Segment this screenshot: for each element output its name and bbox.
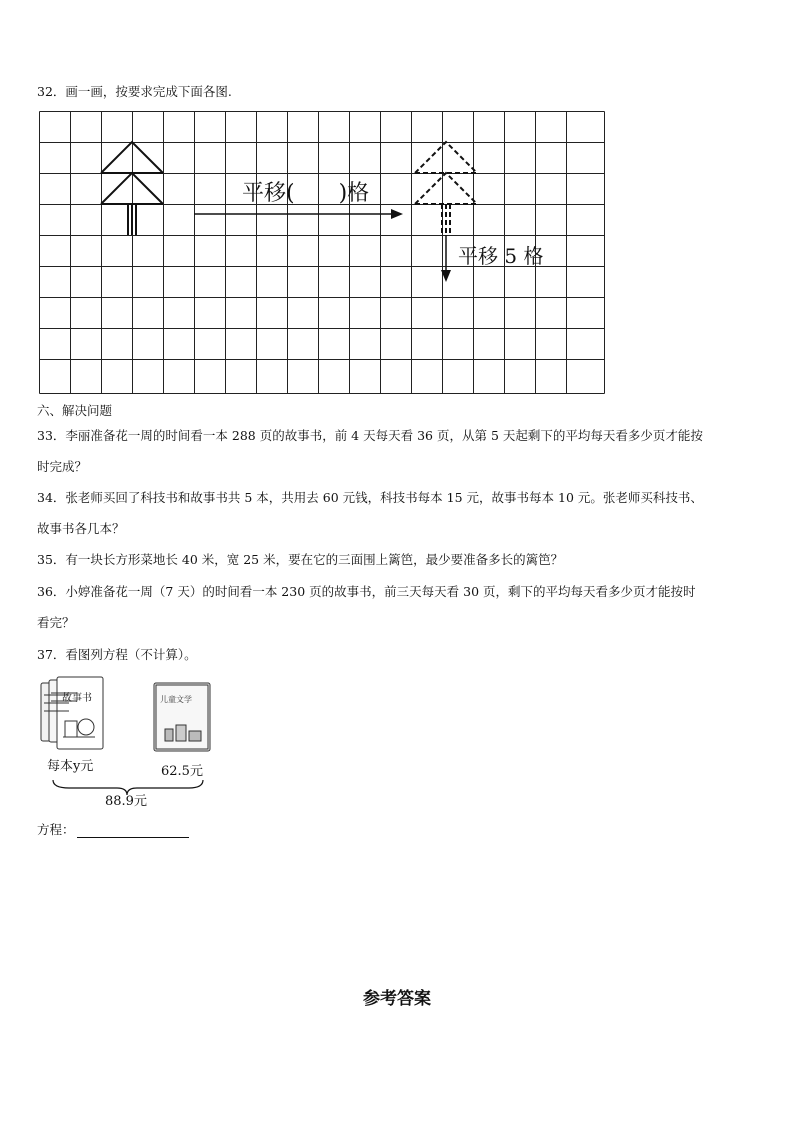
q32-title: 32．画一画，按要求完成下面各图. (37, 84, 232, 99)
q33-line2: 时完成？ (37, 459, 88, 474)
total-brace (53, 780, 203, 795)
childrens-literature-book-icon (154, 683, 210, 751)
equation-label: 方程： (37, 822, 75, 837)
equation-blank[interactable] (77, 825, 189, 838)
book-a-label: 故事书 (62, 693, 92, 704)
book-b-label: 儿童文学 (160, 695, 192, 704)
q35-line1: 35．有一块长方形菜地长 40 米，宽 25 米，要在它的三面围上篱笆，最少要准备多长的篱笆？ (37, 552, 564, 567)
q32-grid-figure (39, 111, 605, 399)
q34-line1: 34．张老师买回了科技书和故事书共 5 本，共用去 60 元钱，科技书每本 15 元，故事书每本 10 元。张老师买科技书、 (37, 490, 703, 505)
price-each: 每本y元 (47, 759, 94, 774)
answers-title: 参考答案 (363, 989, 431, 1009)
q34-line2: 故事书各几本？ (37, 521, 125, 536)
q36-line1: 36．小婷准备花一周（7 天）的时间看一本 230 页的故事书，前三天每天看 30 页，剩下的平均每天看多少页才能按时 (37, 584, 696, 599)
label-shift-b: 平移 5 格 (458, 244, 544, 268)
total-price: 88.9元 (105, 794, 147, 809)
tree-shifted-dashed (415, 142, 477, 235)
q36-line2: 看完？ (37, 615, 75, 630)
section-heading: 六、解决问题 (37, 403, 113, 418)
q37-title: 37．看图列方程（不计算）。 (37, 647, 197, 662)
equation-line (37, 822, 189, 838)
storybooks-icon (41, 677, 103, 749)
label-shift-a: 平移( )格 (242, 181, 370, 206)
q37-figure (39, 675, 229, 814)
q33-line1: 33．李丽准备花一周的时间看一本 288 页的故事书，前 4 天每天看 36 页，从第 5 天起剩下的平均每天看多少页才能按 (37, 428, 703, 443)
price-b: 62.5元 (161, 764, 203, 779)
